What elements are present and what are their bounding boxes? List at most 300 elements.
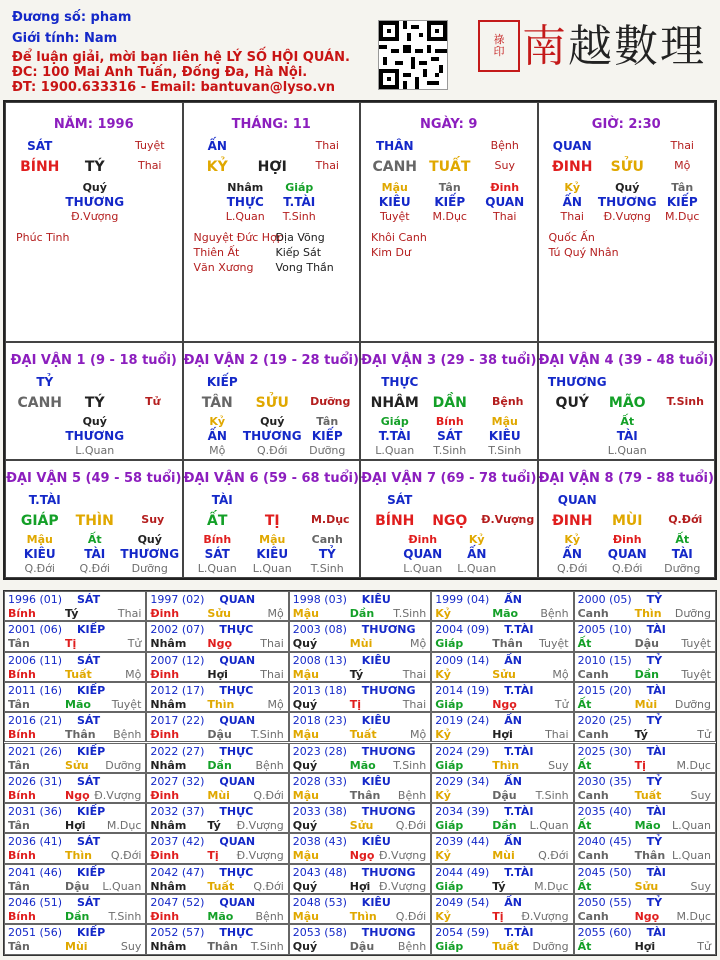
year-god: ẤN — [504, 653, 522, 667]
inauspicious-star: Kiếp Sát — [275, 246, 322, 259]
year-state: Suy — [690, 879, 711, 893]
year-label: 2021 (26) — [8, 744, 63, 758]
year-branch: Thìn — [207, 697, 235, 711]
year-stem: Canh — [577, 728, 609, 742]
year-state: M.Dục — [534, 879, 569, 893]
year-branch: Thìn — [349, 910, 377, 923]
hidden-state: M.Dục — [432, 210, 467, 223]
year-god: TỶ — [646, 896, 663, 909]
inauspicious-star: Vong Thần — [275, 261, 334, 274]
year-branch: Ngọ — [349, 849, 375, 863]
year-branch: Mão — [349, 758, 376, 772]
hidden-god: THƯƠNG — [597, 195, 657, 209]
year-stem: Kỷ — [435, 849, 451, 863]
year-cell — [146, 864, 288, 894]
luck-hidden-god: ẤN — [562, 547, 582, 561]
stem-god: ẤN — [207, 139, 227, 153]
year-god: THỰC — [219, 744, 254, 758]
year-label: 2002 (07) — [150, 623, 205, 637]
year-god: T.TÀI — [504, 683, 534, 697]
year-state: Tuyệt — [681, 637, 711, 651]
year-state: Q.Đới — [253, 879, 284, 893]
year-cell — [289, 833, 431, 863]
year-state: L.Quan — [672, 819, 711, 833]
year-branch: Thân — [349, 788, 381, 802]
year-label: 2025 (30) — [577, 744, 632, 758]
year-cell — [289, 591, 431, 621]
heavenly-stem: ĐINH — [552, 159, 593, 175]
year-branch: Thìn — [65, 849, 92, 863]
year-label: 2008 (13) — [292, 653, 347, 667]
year-god: KIÊU — [361, 653, 391, 667]
luck-hidden-stem: Bính — [203, 533, 232, 546]
luck-hidden-god: ẤN — [207, 429, 227, 443]
earthly-branch: TUẤT — [429, 159, 471, 175]
year-god: THỰC — [219, 623, 254, 637]
year-branch: Sửu — [65, 758, 89, 772]
year-god: THỰC — [219, 805, 254, 819]
year-branch: Mùi — [492, 849, 515, 863]
year-branch: Mão — [207, 910, 234, 923]
year-label: 2045 (50) — [577, 865, 632, 879]
hidden-stem: Đinh — [490, 181, 520, 194]
year-state: Q.Đới — [538, 849, 569, 863]
year-branch: Dậu — [65, 879, 90, 893]
year-stem: Kỷ — [435, 728, 451, 742]
luck-hidden-state: Q.Đới — [79, 562, 110, 575]
year-state: Mộ — [125, 667, 142, 681]
year-state: Suy — [120, 940, 142, 954]
luck-hidden-stem: Quý — [260, 415, 285, 428]
year-label: 2033 (38) — [292, 805, 347, 819]
year-branch: Tý — [207, 819, 221, 833]
year-label: 2030 (35) — [577, 774, 632, 788]
year-state: Dưỡng — [105, 758, 142, 772]
year-label: 2015 (20) — [577, 683, 632, 697]
luck-hidden-state: T.Sinh — [433, 444, 467, 457]
luck-stem: ẤT — [207, 513, 228, 529]
year-branch: Tuất — [207, 879, 235, 893]
luck-branch: NGỌ — [432, 513, 468, 529]
year-state: Tuyệt — [111, 697, 142, 711]
year-branch: Thân — [207, 940, 238, 954]
year-state: Q.Đới — [395, 819, 427, 833]
luck-hidden-stem: Ất — [620, 415, 635, 428]
year-label: 2026 (31) — [8, 774, 63, 788]
year-label: 2023 (28) — [292, 744, 347, 758]
luck-hidden-state: L.Quan — [197, 562, 237, 575]
luck-state: Suy — [141, 513, 165, 526]
earthly-branch: SỬU — [610, 159, 644, 175]
year-stem: Tân — [8, 697, 30, 711]
luck-hidden-state: Q.Đới — [24, 562, 55, 575]
year-god: TÀI — [646, 683, 666, 697]
year-cell — [4, 864, 146, 894]
luck-god: THỰC — [381, 375, 419, 389]
hidden-god: KIÊU — [378, 195, 411, 209]
hidden-god: ẤN — [562, 195, 582, 209]
luck-hidden-god: QUAN — [607, 547, 647, 561]
year-state: Đ.Vượng — [378, 879, 427, 893]
luck-hidden-stem: Quý — [82, 415, 107, 428]
year-stem: Bính — [8, 728, 36, 742]
year-cell — [574, 803, 716, 833]
hidden-god: KIẾP — [434, 195, 466, 209]
luck-god: TÀI — [211, 493, 233, 507]
luck-hidden-god: KIÊU — [256, 547, 289, 561]
year-label: 2049 (54) — [435, 896, 490, 909]
luck-branch: TỊ — [264, 513, 280, 529]
year-label: 2019 (24) — [435, 714, 490, 728]
year-state: Đ.Vượng — [94, 788, 142, 802]
year-cell — [431, 591, 573, 621]
year-state: Mộ — [552, 667, 569, 681]
luck-stem: GIÁP — [20, 513, 59, 529]
year-state: T.Sinh — [250, 940, 284, 954]
year-label: 2016 (21) — [8, 714, 63, 728]
hidden-god: QUAN — [485, 195, 525, 209]
year-god: SÁT — [77, 714, 101, 728]
year-stem: Ất — [577, 879, 592, 893]
year-label: 2055 (60) — [577, 926, 632, 940]
luck-hidden-god: QUAN — [403, 547, 443, 561]
year-cell — [289, 712, 431, 742]
branch-state: Mộ — [674, 159, 691, 172]
year-cell — [574, 864, 716, 894]
year-state: Tử — [697, 728, 711, 742]
year-branch: Sửu — [492, 667, 516, 681]
year-god: THỰC — [219, 926, 254, 940]
year-cell — [574, 743, 716, 773]
logo: 南越數理 — [522, 21, 706, 72]
luck-hidden-state: L.Quan — [403, 562, 443, 575]
year-branch: Tị — [634, 758, 646, 772]
year-branch: Thân — [65, 728, 96, 742]
year-god: THƯƠNG — [361, 623, 416, 637]
year-state: Đ.Vượng — [236, 819, 284, 833]
luck-pillar-cell — [5, 342, 183, 460]
year-state: Bệnh — [113, 728, 142, 742]
year-stem: Canh — [577, 849, 609, 863]
luck-state: Bệnh — [491, 395, 524, 408]
year-god: ẤN — [504, 593, 522, 606]
year-cell — [146, 803, 288, 833]
pillar-cell — [183, 102, 361, 342]
year-label: 2046 (51) — [8, 896, 63, 909]
year-state: L.Quan — [102, 879, 142, 893]
year-label: 2051 (56) — [8, 926, 63, 940]
hidden-state: L.Quan — [225, 210, 265, 223]
year-cell — [574, 682, 716, 712]
year-cell — [146, 682, 288, 712]
year-label: 2003 (08) — [292, 623, 347, 637]
year-branch: Ngọ — [65, 788, 90, 802]
year-stem: Ất — [577, 758, 592, 772]
year-cell — [289, 743, 431, 773]
year-god: QUAN — [219, 593, 256, 606]
year-stem: Giáp — [435, 697, 464, 711]
auspicious-star: Văn Xương — [193, 261, 254, 274]
luck-title: ĐẠI VẬN 4 (39 - 48 tuổi) — [538, 353, 714, 368]
luck-hidden-god: TÀI — [84, 547, 106, 561]
luck-hidden-state: L.Quan — [252, 562, 292, 575]
year-state: T.Sinh — [535, 788, 569, 802]
luck-branch: TÝ — [84, 395, 105, 411]
year-label: 2024 (29) — [435, 744, 490, 758]
luck-hidden-state: L.Quan — [75, 444, 115, 457]
year-label: 2029 (34) — [435, 774, 490, 788]
luck-branch: MÙI — [611, 513, 643, 529]
year-label: 2053 (58) — [292, 926, 347, 940]
stem-state: Thai — [315, 139, 339, 152]
year-label: 2035 (40) — [577, 805, 632, 819]
auspicious-star: Phúc Tinh — [16, 231, 70, 244]
year-stem: Kỷ — [435, 788, 451, 802]
luck-pillar-cell — [538, 460, 716, 578]
year-god: THƯƠNG — [361, 865, 416, 879]
year-label: 2032 (37) — [150, 805, 205, 819]
year-state: Bệnh — [255, 758, 284, 772]
stem-god: THÂN — [375, 139, 414, 153]
luck-hidden-state: L.Quan — [375, 444, 415, 457]
year-label: 2017 (22) — [150, 714, 205, 728]
year-god: TỶ — [646, 593, 663, 606]
year-stem: Kỷ — [435, 607, 451, 620]
year-branch: Tuất — [492, 940, 519, 954]
year-state: Thai — [402, 667, 427, 681]
hidden-stem: Giáp — [285, 181, 314, 194]
year-cell — [574, 773, 716, 803]
luck-god: KIẾP — [206, 375, 238, 389]
year-god: THƯƠNG — [361, 683, 416, 697]
year-cell — [289, 773, 431, 803]
luck-hidden-stem: Kỷ — [468, 533, 485, 546]
year-stem: Ất — [577, 637, 592, 651]
address-line: ĐC: 100 Mai Anh Tuấn, Đống Đa, Hà Nội. — [12, 65, 308, 80]
year-branch: Tý — [65, 607, 79, 620]
year-god: TÀI — [646, 865, 666, 879]
year-stem: Đinh — [150, 788, 180, 802]
year-branch: Dần — [492, 819, 517, 833]
luck-branch: THÌN — [75, 513, 114, 529]
luck-title: ĐẠI VẬN 5 (49 - 58 tuổi) — [6, 471, 182, 486]
luck-hidden-state: T.Sinh — [488, 444, 522, 457]
year-branch: Mão — [492, 607, 519, 620]
year-cell — [431, 621, 573, 651]
year-stem: Tân — [8, 758, 30, 772]
year-label: 2022 (27) — [150, 744, 205, 758]
year-branch: Hợi — [634, 940, 656, 954]
year-branch: Tị — [65, 637, 77, 651]
year-god: KIẾP — [77, 744, 106, 758]
year-stem: Nhâm — [150, 758, 187, 772]
year-label: 1998 (03) — [292, 593, 347, 606]
year-stem: Ất — [577, 940, 592, 954]
year-branch: Thân — [492, 637, 523, 651]
year-stem: Bính — [8, 788, 36, 802]
year-cell — [574, 591, 716, 621]
year-stem: Quý — [292, 879, 318, 893]
year-god: KIẾP — [77, 623, 106, 637]
year-stem: Giáp — [435, 879, 464, 893]
luck-hidden-state: T.Sinh — [310, 562, 344, 575]
year-stem: Quý — [292, 940, 318, 954]
year-state: Thai — [117, 607, 142, 620]
year-label: 2004 (09) — [435, 623, 490, 637]
subject-name: Đương số: pham — [12, 10, 132, 25]
hidden-state: Thai — [560, 210, 584, 223]
year-god: TỶ — [646, 774, 663, 788]
year-stem: Ất — [577, 819, 592, 833]
year-state: T.Sinh — [108, 910, 142, 923]
luck-hidden-stem: Bính — [435, 415, 464, 428]
year-state: Tuyệt — [538, 637, 569, 651]
luck-hidden-stem: Mậu — [259, 533, 286, 546]
year-stem: Tân — [8, 879, 30, 893]
year-stem: Quý — [292, 819, 318, 833]
year-label: 1997 (02) — [150, 593, 205, 606]
year-cell — [4, 682, 146, 712]
luck-hidden-stem: Giáp — [380, 415, 409, 428]
hidden-stem: Nhâm — [227, 181, 264, 194]
year-state: T.Sinh — [393, 758, 427, 772]
year-state: Thai — [260, 667, 284, 681]
year-label: 2037 (42) — [150, 835, 205, 849]
phone-email-line[interactable]: ĐT: 1900.633316 - Email: bantuvan@lyso.vn — [12, 80, 336, 95]
year-cell — [4, 712, 146, 742]
year-state: Đ.Vượng — [378, 849, 427, 863]
year-cell — [431, 864, 573, 894]
year-state: Đ.Vượng — [236, 849, 284, 863]
year-stem: Canh — [577, 788, 609, 802]
auspicious-star: Nguyệt Đức Hợp — [193, 231, 284, 244]
luck-god: T.TÀI — [28, 493, 61, 507]
year-label: 2020 (25) — [577, 714, 632, 728]
year-state: Thai — [545, 728, 569, 742]
luck-hidden-stem: Quý — [137, 533, 162, 546]
year-cell — [574, 652, 716, 682]
year-god: TỶ — [646, 714, 663, 728]
luck-pillar-cell — [538, 342, 716, 460]
year-label: 2044 (49) — [435, 865, 490, 879]
year-label: 2047 (52) — [150, 896, 205, 909]
year-branch: Ngọ — [492, 697, 517, 711]
luck-god: THƯƠNG — [547, 375, 607, 389]
year-label: 1999 (04) — [435, 593, 490, 606]
year-label: 2001 (06) — [8, 623, 63, 637]
year-cell — [431, 924, 573, 954]
year-god: QUAN — [219, 774, 256, 788]
year-god: ẤN — [504, 714, 522, 728]
luck-hidden-stem: Đinh — [612, 533, 642, 546]
luck-hidden-stem: Canh — [311, 533, 343, 546]
year-cell — [4, 591, 146, 621]
year-cell — [4, 894, 146, 924]
hidden-stem: Tân — [438, 181, 461, 194]
year-stem: Đinh — [150, 667, 180, 681]
year-state: Mộ — [267, 697, 284, 711]
luck-hidden-stem: Kỷ — [209, 415, 226, 428]
year-god: TỶ — [646, 835, 663, 849]
luck-pillar-cell — [360, 342, 538, 460]
year-branch: Thân — [634, 849, 666, 863]
luck-branch: DẦN — [432, 395, 467, 411]
year-label: 2043 (48) — [292, 865, 347, 879]
year-god: THƯƠNG — [361, 805, 416, 819]
year-label: 2027 (32) — [150, 774, 205, 788]
year-branch: Sửu — [207, 607, 231, 620]
luck-pillar-cell — [360, 460, 538, 578]
stem-state: Tuyệt — [134, 139, 165, 152]
year-label: 2040 (45) — [577, 835, 632, 849]
year-state: Tử — [697, 940, 711, 954]
year-state: Mộ — [409, 728, 427, 742]
year-stem: Ất — [577, 697, 592, 711]
year-label: 2050 (55) — [577, 896, 632, 909]
year-label: 2042 (47) — [150, 865, 205, 879]
year-god: SÁT — [77, 835, 101, 849]
year-stem: Tân — [8, 940, 30, 954]
year-cell — [289, 864, 431, 894]
year-god: SÁT — [77, 774, 101, 788]
year-god: ẤN — [504, 896, 522, 909]
luck-hidden-stem: Ất — [87, 533, 102, 546]
year-cell — [431, 833, 573, 863]
year-god: QUAN — [219, 653, 256, 667]
luck-title: ĐẠI VẬN 1 (9 - 18 tuổi) — [10, 353, 177, 368]
year-stem: Mậu — [292, 910, 319, 923]
year-cell — [4, 924, 146, 954]
year-branch: Tý — [634, 728, 648, 742]
luck-state: M.Dục — [310, 513, 350, 526]
luck-title: ĐẠI VẬN 3 (29 - 38 tuổi) — [361, 353, 537, 368]
luck-title: ĐẠI VẬN 8 (79 - 88 tuổi) — [538, 471, 714, 486]
luck-hidden-state: L.Quan — [457, 562, 497, 575]
year-stem: Quý — [292, 637, 318, 651]
year-god: TỶ — [646, 653, 663, 667]
year-god: QUAN — [219, 714, 256, 728]
heavenly-stem: BÍNH — [20, 159, 60, 175]
year-branch: Dậu — [492, 788, 517, 802]
year-stem: Kỷ — [435, 667, 451, 681]
luck-hidden-god: THƯƠNG — [120, 547, 180, 561]
year-stem: Mậu — [292, 667, 319, 681]
pillar-title: NĂM: 1996 — [53, 117, 134, 132]
year-stem: Bính — [8, 849, 36, 863]
year-cell — [146, 894, 288, 924]
auspicious-star: Thiên Ất — [193, 246, 240, 259]
year-stem: Tân — [8, 819, 30, 833]
year-label: 2009 (14) — [435, 653, 490, 667]
year-label: 2028 (33) — [292, 774, 347, 788]
year-cell — [574, 924, 716, 954]
header — [0, 0, 720, 100]
luck-god: SÁT — [387, 493, 413, 507]
year-branch: Ngọ — [207, 637, 233, 651]
year-branch: Tuất — [65, 667, 92, 681]
year-stem: Canh — [577, 667, 609, 681]
year-god: THƯƠNG — [361, 926, 416, 940]
year-branch: Thìn — [634, 607, 662, 620]
pillar-cell — [360, 102, 538, 342]
year-label: 2014 (19) — [435, 683, 490, 697]
year-cell — [431, 803, 573, 833]
luck-branch: MÃO — [608, 395, 646, 411]
year-stem: Giáp — [435, 758, 464, 772]
year-label: 2052 (57) — [150, 926, 205, 940]
luck-god: QUAN — [557, 493, 597, 507]
year-god: ẤN — [504, 835, 522, 849]
